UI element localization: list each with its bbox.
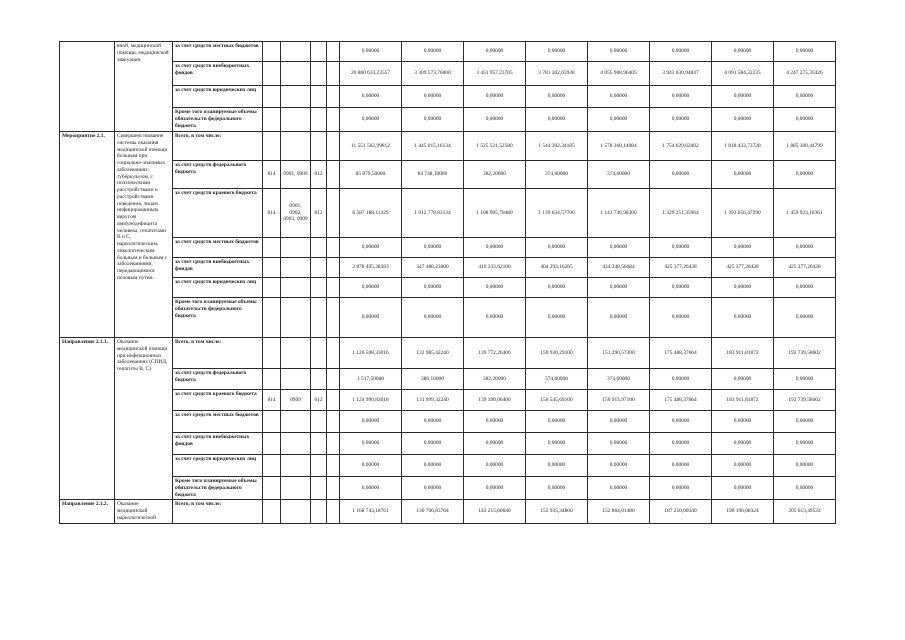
- funding-source-cell: за счет средств юридических лиц: [173, 278, 263, 298]
- amount-cell-y2024: 0,00000: [712, 369, 774, 390]
- expense-type-cell: [327, 278, 340, 298]
- expense-type-cell: [327, 500, 340, 523]
- grbs-code-cell: [263, 338, 281, 369]
- amount-cell-y2021: 0,00000: [526, 433, 588, 455]
- funding-source-cell: за счет средств местных бюджетов: [173, 238, 263, 258]
- amount-cell-y2025: 0,00000: [774, 298, 836, 338]
- amount-cell-y2019: 0,00000: [402, 42, 464, 62]
- funding-source-cell: за счет средств внебюджетных фондов: [173, 258, 263, 278]
- amount-cell-total: 2 878 495,38383: [340, 258, 402, 278]
- section-code-cell: [281, 108, 311, 132]
- grbs-code-cell: [263, 298, 281, 338]
- amount-cell-y2021: 0,00000: [526, 86, 588, 108]
- funding-source-cell: за счет средств краевого бюджета: [173, 390, 263, 411]
- target-code-cell: [311, 108, 327, 132]
- target-code-cell: [311, 238, 327, 258]
- grbs-code-cell: [263, 433, 281, 455]
- target-code-cell: [311, 86, 327, 108]
- amount-cell-y2021: 1 139 634,57700: [526, 189, 588, 238]
- expense-type-cell: [327, 108, 340, 132]
- amount-cell-y2023: 187 210,00340: [650, 500, 712, 523]
- amount-cell-y2024: 0,00000: [712, 477, 774, 500]
- grbs-code-cell: [263, 477, 281, 500]
- amount-cell-y2019: 0,00000: [402, 477, 464, 500]
- amount-cell-y2020: 139 390,06400: [464, 390, 526, 411]
- funding-source-cell: за счет средств краевого бюджета: [173, 189, 263, 238]
- funding-source-cell: Кроме того планируемые объемы обязательств федерального бюджета: [173, 108, 263, 132]
- amount-cell-y2019: 0,00000: [402, 433, 464, 455]
- expense-type-cell: [327, 62, 340, 86]
- amount-cell-y2022: 1 143 736,98300: [588, 189, 650, 238]
- amount-cell-y2020: 143 215,60640: [464, 500, 526, 523]
- amount-cell-y2025: 192 739,58602: [774, 338, 836, 369]
- activity-label-cell: Направление 2.1.2.: [60, 500, 115, 523]
- amount-cell-total: 1 517,50000: [340, 369, 402, 390]
- amount-cell-total: 0,00000: [340, 298, 402, 338]
- amount-cell-y2019: 1 445 015,16134: [402, 132, 464, 161]
- grbs-code-cell: 814: [263, 189, 281, 238]
- amount-cell-y2022: 1 578 360,14984: [588, 132, 650, 161]
- grbs-code-cell: [263, 42, 281, 62]
- amount-cell-y2024: 0,00000: [712, 278, 774, 298]
- amount-cell-y2021: 1 544 302,34185: [526, 132, 588, 161]
- section-code-cell: [281, 477, 311, 500]
- expense-type-cell: [327, 238, 340, 258]
- section-code-cell: [281, 500, 311, 523]
- amount-cell-y2021: 0,00000: [526, 477, 588, 500]
- amount-cell-y2023: 3 943 030,94847: [650, 62, 712, 86]
- amount-cell-y2025: 1 885 300,44799: [774, 132, 836, 161]
- amount-cell-total: 0,00000: [340, 455, 402, 477]
- expense-type-cell: [327, 42, 340, 62]
- table-row: [60, 62, 836, 86]
- amount-cell-y2024: 0,00000: [712, 161, 774, 189]
- amount-cell-y2025: 425 377,26438: [774, 258, 836, 278]
- grbs-code-cell: [263, 258, 281, 278]
- amount-cell-y2024: 0,00000: [712, 86, 774, 108]
- target-code-cell: [311, 132, 327, 161]
- section-code-cell: 0901, 0902, 0903, 0909: [281, 189, 311, 238]
- amount-cell-total: 1 126 508,33016: [340, 338, 402, 369]
- amount-cell-y2020: 0,00000: [464, 108, 526, 132]
- amount-cell-y2019: 0,00000: [402, 86, 464, 108]
- target-code-cell: [311, 477, 327, 500]
- amount-cell-y2024: 183 911,81872: [712, 338, 774, 369]
- amount-cell-y2025: 0,00000: [774, 369, 836, 390]
- amount-cell-y2021: 0,00000: [526, 108, 588, 132]
- amount-cell-y2022: 374,60000: [588, 369, 650, 390]
- amount-cell-y2022: 0,00000: [588, 278, 650, 298]
- target-code-cell: [311, 433, 327, 455]
- section-code-cell: [281, 86, 311, 108]
- amount-cell-y2021: 150 930,29100: [526, 338, 588, 369]
- table-row: [60, 108, 836, 132]
- amount-cell-total: 0,00000: [340, 433, 402, 455]
- amount-cell-y2021: 0,00000: [526, 298, 588, 338]
- section-code-cell: [281, 238, 311, 258]
- amount-cell-total: 1 124 990,83018: [340, 390, 402, 411]
- amount-cell-y2024: 0,00000: [712, 411, 774, 433]
- amount-cell-y2020: 0,00000: [464, 278, 526, 298]
- amount-cell-y2023: 0,00000: [650, 433, 712, 455]
- budget-table: [59, 41, 836, 524]
- amount-cell-total: 8 587 188,11429: [340, 189, 402, 238]
- amount-cell-total: 1 168 743,18761: [340, 500, 402, 523]
- amount-cell-y2022: 0,00000: [588, 42, 650, 62]
- activity-name-cell: Совершенствование системы оказания медицинской помощи больным при социально-значимых заболеваниях: туберкулезом, с психическими расстройствами и расстройствами поведения, лицам инфицированным вирусом иммунодефицита человека, гепатитами В и С, наркологическим, онкологическим больным и больным с заболеваниями, передающимися половым путем.: [115, 132, 173, 338]
- amount-cell-y2020: 0,00000: [464, 238, 526, 258]
- expense-type-cell: [327, 411, 340, 433]
- section-code-cell: [281, 338, 311, 369]
- amount-cell-y2020: 139 772,26400: [464, 338, 526, 369]
- amount-cell-y2021: 3 781 302,65938: [526, 62, 588, 86]
- section-code-cell: [281, 369, 311, 390]
- expense-type-cell: [327, 298, 340, 338]
- amount-cell-y2020: 0,00000: [464, 455, 526, 477]
- amount-cell-y2019: 0,00000: [402, 411, 464, 433]
- amount-cell-y2025: 192 739,58602: [774, 390, 836, 411]
- amount-cell-y2025: 0,00000: [774, 455, 836, 477]
- grbs-code-cell: [263, 500, 281, 523]
- amount-cell-y2020: 3 451 957,23705: [464, 62, 526, 86]
- amount-cell-y2020: 0,00000: [464, 86, 526, 108]
- expense-type-cell: [327, 455, 340, 477]
- target-code-cell: [311, 338, 327, 369]
- amount-cell-y2021: 374,60000: [526, 369, 588, 390]
- amount-cell-y2019: 347 488,23000: [402, 258, 464, 278]
- target-code-cell: [311, 411, 327, 433]
- amount-cell-y2024: 4 091 584,32235: [712, 62, 774, 86]
- target-code-cell: 012: [311, 161, 327, 189]
- section-code-cell: [281, 411, 311, 433]
- amount-cell-y2020: 416 333,62100: [464, 258, 526, 278]
- amount-cell-y2022: 0,00000: [588, 411, 650, 433]
- funding-source-cell: за счет средств федерального бюджета: [173, 369, 263, 390]
- funding-source-cell: Всего, в том числе:: [173, 500, 263, 523]
- target-code-cell: [311, 258, 327, 278]
- amount-cell-total: 0,00000: [340, 278, 402, 298]
- amount-cell-y2022: 151 290,57300: [588, 338, 650, 369]
- table-row: [60, 132, 836, 161]
- expense-type-cell: [327, 161, 340, 189]
- target-code-cell: [311, 298, 327, 338]
- funding-source-cell: за счет средств внебюджетных фондов: [173, 433, 263, 455]
- grbs-code-cell: [263, 238, 281, 258]
- amount-cell-y2023: 175 488,37664: [650, 338, 712, 369]
- amount-cell-y2025: 0,00000: [774, 86, 836, 108]
- amount-cell-y2019: 0,00000: [402, 108, 464, 132]
- amount-cell-total: 0,00000: [340, 42, 402, 62]
- activity-name-cell: вной, медицинской помощи, медицинской эвакуации: [115, 42, 173, 132]
- grbs-code-cell: [263, 278, 281, 298]
- expense-type-cell: [327, 369, 340, 390]
- amount-cell-y2019: 386,10000: [402, 369, 464, 390]
- amount-cell-y2021: 374,60000: [526, 161, 588, 189]
- amount-cell-y2025: 205 613,49524: [774, 500, 836, 523]
- amount-cell-y2023: 0,00000: [650, 238, 712, 258]
- target-code-cell: [311, 62, 327, 86]
- expense-type-cell: [327, 390, 340, 411]
- table-row: [60, 500, 836, 523]
- amount-cell-y2025: 0,00000: [774, 278, 836, 298]
- section-code-cell: 0909: [281, 390, 311, 411]
- amount-cell-y2021: 0,00000: [526, 455, 588, 477]
- amount-cell-y2019: 0,00000: [402, 455, 464, 477]
- amount-cell-y2025: 0,00000: [774, 433, 836, 455]
- grbs-code-cell: 814: [263, 390, 281, 411]
- amount-cell-y2023: 425 377,26438: [650, 258, 712, 278]
- table-row: [60, 42, 836, 62]
- amount-cell-y2019: 1 012 778,83134: [402, 189, 464, 238]
- amount-cell-y2020: 1 525 521,52580: [464, 132, 526, 161]
- funding-source-cell: Кроме того планируемые объемы обязательств федерального бюджета: [173, 298, 263, 338]
- amount-cell-y2020: 382,20000: [464, 369, 526, 390]
- expense-type-cell: [327, 86, 340, 108]
- grbs-code-cell: [263, 86, 281, 108]
- section-code-cell: 0901, 0909: [281, 161, 311, 189]
- amount-cell-y2022: 4 055 908,96405: [588, 62, 650, 86]
- amount-cell-y2019: 131 999,32240: [402, 390, 464, 411]
- table-row: [60, 455, 836, 477]
- amount-cell-y2023: 0,00000: [650, 278, 712, 298]
- amount-cell-y2024: 0,00000: [712, 108, 774, 132]
- amount-cell-y2025: 0,00000: [774, 238, 836, 258]
- amount-cell-y2023: 0,00000: [650, 477, 712, 500]
- table-row: [60, 189, 836, 238]
- amount-cell-y2023: 0,00000: [650, 161, 712, 189]
- amount-cell-y2023: 0,00000: [650, 298, 712, 338]
- amount-cell-y2024: 196 196,08324: [712, 500, 774, 523]
- expense-type-cell: [327, 258, 340, 278]
- table-row: [60, 258, 836, 278]
- amount-cell-y2023: 0,00000: [650, 42, 712, 62]
- amount-cell-y2021: 0,00000: [526, 278, 588, 298]
- amount-cell-y2023: 0,00000: [650, 369, 712, 390]
- amount-cell-y2025: 0,00000: [774, 411, 836, 433]
- amount-cell-y2019: 3 309 573,76000: [402, 62, 464, 86]
- amount-cell-y2024: 0,00000: [712, 298, 774, 338]
- grbs-code-cell: [263, 132, 281, 161]
- amount-cell-y2025: 0,00000: [774, 42, 836, 62]
- target-code-cell: [311, 455, 327, 477]
- amount-cell-y2019: 0,00000: [402, 238, 464, 258]
- activity-name-cell: Оказание медицинской наркологической: [115, 500, 173, 523]
- amount-cell-y2022: 374,60000: [588, 161, 650, 189]
- amount-cell-y2025: 0,00000: [774, 477, 836, 500]
- table-row: [60, 238, 836, 258]
- amount-cell-y2020: 0,00000: [464, 477, 526, 500]
- amount-cell-y2023: 0,00000: [650, 455, 712, 477]
- expense-type-cell: [327, 189, 340, 238]
- target-code-cell: [311, 278, 327, 298]
- table-row: [60, 369, 836, 390]
- amount-cell-total: 0,00000: [340, 108, 402, 132]
- funding-source-cell: за счет средств федерального бюджета: [173, 161, 263, 189]
- table-row: [60, 477, 836, 500]
- funding-source-cell: за счет средств местных бюджетов: [173, 411, 263, 433]
- amount-cell-y2025: 0,00000: [774, 108, 836, 132]
- grbs-code-cell: [263, 62, 281, 86]
- table-row: [60, 278, 836, 298]
- amount-cell-y2024: 1 818 433,73728: [712, 132, 774, 161]
- amount-cell-y2019: 0,00000: [402, 298, 464, 338]
- amount-cell-y2023: 0,00000: [650, 411, 712, 433]
- amount-cell-y2022: 0,00000: [588, 455, 650, 477]
- amount-cell-y2024: 0,00000: [712, 238, 774, 258]
- amount-cell-y2024: 0,00000: [712, 42, 774, 62]
- amount-cell-total: 85 879,50000: [340, 161, 402, 189]
- section-code-cell: [281, 258, 311, 278]
- activity-label-cell: [60, 42, 115, 132]
- amount-cell-y2021: 152 935,34800: [526, 500, 588, 523]
- expense-type-cell: [327, 338, 340, 369]
- funding-source-cell: Всего, в том числе:: [173, 132, 263, 161]
- amount-cell-y2022: 0,00000: [588, 108, 650, 132]
- funding-source-cell: за счет средств внебюджетных фондов: [173, 62, 263, 86]
- expense-type-cell: [327, 132, 340, 161]
- amount-cell-y2022: 434 248,56684: [588, 258, 650, 278]
- amount-cell-y2019: 84 748,10000: [402, 161, 464, 189]
- amount-cell-y2021: 0,00000: [526, 238, 588, 258]
- target-code-cell: [311, 369, 327, 390]
- amount-cell-total: 0,00000: [340, 411, 402, 433]
- expense-type-cell: [327, 477, 340, 500]
- funding-source-cell: Всего, в том числе:: [173, 338, 263, 369]
- amount-cell-y2024: 0,00000: [712, 455, 774, 477]
- amount-cell-y2022: 0,00000: [588, 86, 650, 108]
- table-row: [60, 433, 836, 455]
- amount-cell-y2023: 175 488,37664: [650, 390, 712, 411]
- target-code-cell: [311, 500, 327, 523]
- grbs-code-cell: [263, 108, 281, 132]
- amount-cell-y2024: 183 911,81872: [712, 390, 774, 411]
- target-code-cell: [311, 42, 327, 62]
- target-code-cell: 012: [311, 189, 327, 238]
- grbs-code-cell: [263, 411, 281, 433]
- amount-cell-y2024: 1 393 056,47290: [712, 189, 774, 238]
- amount-cell-y2022: 0,00000: [588, 238, 650, 258]
- amount-cell-total: 0,00000: [340, 238, 402, 258]
- section-code-cell: [281, 132, 311, 161]
- amount-cell-y2021: 150 545,69100: [526, 390, 588, 411]
- table-row: [60, 338, 836, 369]
- amount-cell-total: 0,00000: [340, 86, 402, 108]
- activity-label-cell: Мероприятие 2.1.: [60, 132, 115, 338]
- amount-cell-y2025: 0,00000: [774, 161, 836, 189]
- amount-cell-y2022: 150 915,97100: [588, 390, 650, 411]
- amount-cell-y2022: 0,00000: [588, 477, 650, 500]
- amount-cell-y2019: 132 985,42240: [402, 338, 464, 369]
- amount-cell-y2022: 0,00000: [588, 298, 650, 338]
- activity-name-cell: Оказание медицинской помощи при инфекционных заболеваниях (СПИД, гепатиты В, С): [115, 338, 173, 500]
- amount-cell-y2020: 0,00000: [464, 42, 526, 62]
- amount-cell-total: 0,00000: [340, 477, 402, 500]
- target-code-cell: 012: [311, 390, 327, 411]
- amount-cell-y2025: 1 459 923,18361: [774, 189, 836, 238]
- amount-cell-y2020: 382,20000: [464, 161, 526, 189]
- table-row: [60, 411, 836, 433]
- funding-source-cell: за счет средств юридических лиц: [173, 455, 263, 477]
- amount-cell-y2020: 1 108 905,70480: [464, 189, 526, 238]
- section-code-cell: [281, 298, 311, 338]
- amount-cell-y2021: 404 293,16285: [526, 258, 588, 278]
- amount-cell-y2020: 0,00000: [464, 411, 526, 433]
- table-row: [60, 86, 836, 108]
- amount-cell-y2020: 0,00000: [464, 433, 526, 455]
- section-code-cell: [281, 42, 311, 62]
- amount-cell-y2024: 0,00000: [712, 433, 774, 455]
- amount-cell-y2023: 0,00000: [650, 86, 712, 108]
- grbs-code-cell: [263, 455, 281, 477]
- amount-cell-y2021: 0,00000: [526, 411, 588, 433]
- amount-cell-y2021: 0,00000: [526, 42, 588, 62]
- amount-cell-y2023: 0,00000: [650, 108, 712, 132]
- grbs-code-cell: [263, 369, 281, 390]
- expense-type-cell: [327, 433, 340, 455]
- table-row: [60, 390, 836, 411]
- activity-label-cell: Направление 2.1.1.: [60, 338, 115, 500]
- section-code-cell: [281, 455, 311, 477]
- amount-cell-y2019: 130 706,83764: [402, 500, 464, 523]
- amount-cell-y2022: 0,00000: [588, 433, 650, 455]
- funding-source-cell: Кроме того планируемые объемы обязательств федерального бюджета: [173, 477, 263, 500]
- amount-cell-y2024: 425 377,26438: [712, 258, 774, 278]
- amount-cell-y2025: 4 247 275,35426: [774, 62, 836, 86]
- section-code-cell: [281, 433, 311, 455]
- amount-cell-y2023: 1 329 251,35964: [650, 189, 712, 238]
- grbs-code-cell: 814: [263, 161, 281, 189]
- amount-cell-y2022: 152 864,01400: [588, 500, 650, 523]
- funding-source-cell: за счет средств местных бюджетов: [173, 42, 263, 62]
- amount-cell-total: 11 551 562,99812: [340, 132, 402, 161]
- amount-cell-y2019: 0,00000: [402, 278, 464, 298]
- section-code-cell: [281, 62, 311, 86]
- section-code-cell: [281, 278, 311, 298]
- amount-cell-y2020: 0,00000: [464, 298, 526, 338]
- table-row: [60, 298, 836, 338]
- amount-cell-y2023: 1 754 629,62402: [650, 132, 712, 161]
- amount-cell-total: 26 880 633,23557: [340, 62, 402, 86]
- table-row: [60, 161, 836, 189]
- funding-source-cell: за счет средств юридических лиц: [173, 86, 263, 108]
